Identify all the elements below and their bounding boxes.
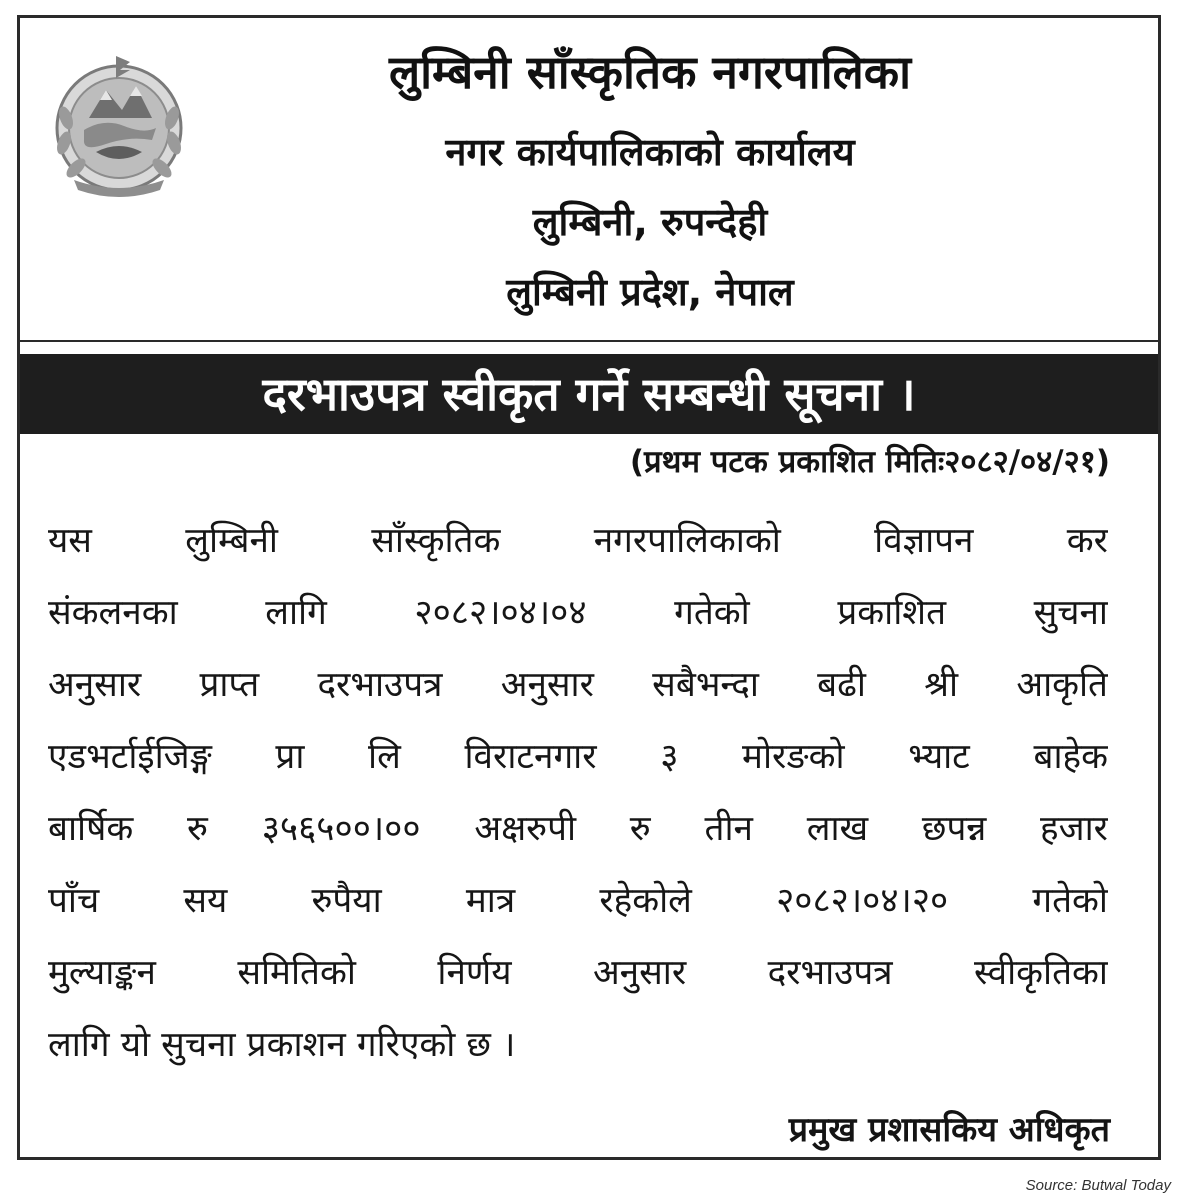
publication-date: (प्रथम पटक प्रकाशित मितिः२०८२/०४/२१) xyxy=(629,444,1110,480)
body-line: लागि यो सुचना प्रकाशन गरिएको छ । xyxy=(48,1025,516,1065)
notice-header xyxy=(20,18,1158,340)
body-line: पाँच सय रुपैया मात्र रहेकोले २०८२।०४।२० गतेको xyxy=(48,881,1108,921)
body-line: यस लुम्बिनी साँस्कृतिक नगरपालिकाको विज्ञापन कर xyxy=(48,521,1108,561)
notice-body xyxy=(48,505,1108,1081)
notice-frame xyxy=(17,15,1161,1160)
org-name: लुम्बिनी साँस्कृतिक नगरपालिका xyxy=(388,45,912,99)
source-credit: Source: Butwal Today xyxy=(1025,1177,1171,1194)
body-line: अनुसार प्राप्त दरभाउपत्र अनुसार सबैभन्दा बढी श्री आकृति xyxy=(48,665,1108,705)
body-line: संकलनका लागि २०८२।०४।०४ गतेको प्रकाशित सुचना xyxy=(48,593,1108,633)
title-banner xyxy=(20,354,1158,434)
notice-title: दरभाउपत्र स्वीकृत गर्ने सम्बन्धी सूचना । xyxy=(262,367,916,421)
office-location: लुम्बिनी, रुपन्देही xyxy=(532,200,768,244)
body-line: बार्षिक रु ३५६५००।०० अक्षरुपी रु तीन लाख छपन्न हजार xyxy=(48,809,1108,849)
body-line: मुल्याङ्कन समितिको निर्णय अनुसार दरभाउपत्र स्वीकृतिका xyxy=(48,953,1108,993)
header-divider xyxy=(20,340,1158,342)
signatory: प्रमुख प्रशासकिय अधिकृत xyxy=(788,1110,1110,1150)
province-country: लुम्बिनी प्रदेश, नेपाल xyxy=(506,270,794,314)
body-line: एडभर्टाईजिङ्ग प्रा लि विराटनगार ३ मोरङको भ्याट बाहेक xyxy=(48,737,1108,777)
government-emblem-icon xyxy=(44,48,194,198)
office-name: नगर कार्यपालिकाको कार्यालय xyxy=(445,130,855,174)
